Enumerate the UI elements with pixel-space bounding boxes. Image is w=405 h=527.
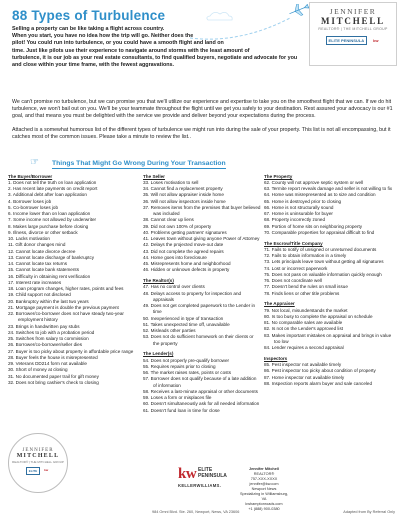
list-item: 37. Removes items from the premises that buyer believed was included (143, 204, 261, 216)
list-spacer (264, 236, 398, 239)
list-item: 60. Doesn't simultaneously ask for all needed information (143, 401, 260, 407)
list-item: 80. Is too busy to complete the appraisal on schedule (264, 313, 373, 319)
agent-contact-block (238, 467, 290, 512)
list-item: 76. Does not coordinate well (264, 278, 322, 283)
ep-line-1: ELITE (198, 467, 213, 473)
list-item: 33. Loses motivation to sell (143, 179, 199, 185)
list-item: 69. Portion of home sits on neighboring property (264, 223, 363, 229)
ep-line-2: PENINSULA (198, 472, 227, 479)
list-item: 53. Does not do sufficient homework on their clients or the property (143, 334, 254, 346)
airplane-icon (287, 4, 310, 19)
list-item: 44. Home goes into foreclosure (143, 254, 207, 260)
list-item: 45. Misrepresents home and neighborhood (143, 261, 231, 266)
list-category-header: The Realtor(s) (143, 278, 174, 283)
list-item: 27. Buyer is too picky about property in affordable price range (8, 348, 134, 354)
list-item: 7. Some income not allowed by underwriter (8, 217, 97, 223)
promise-paragraph: We can't promise no turbulence, but we can promise you that we'll utilize our experience and expertise to take you on the smoothest flight that we can. If we do hit turbulence, we won't bail out on you. We'll be your teammate throughout the flight until we get you safely to your destination. Rest assured your advocacy is our #1 goal, and that means you must be delighted with the service we provide and deliver beyond your expectations during the process. (12, 99, 393, 119)
contact-line: REALTOR® (253, 472, 275, 476)
pointing-hand-icon: ☞ (30, 157, 39, 168)
list-item: 65. Home is destroyed prior to closing (264, 198, 342, 204)
list-item: 51. Takes unexpected time off, unavailable (143, 321, 230, 327)
list-item: 19. Child support not disclosed (8, 292, 71, 298)
column-buyer (8, 172, 140, 386)
list-item: 6. Income lower than on loan application (8, 211, 91, 216)
list-category-header: The Lender(s) (143, 351, 174, 357)
list-item: 36. Will not allow inspectors inside home (143, 198, 226, 204)
list-item: 86. Pest inspector too picky about condition of property (264, 368, 376, 374)
list-item: 61. Doesn't fund loan in time for close (143, 407, 220, 413)
badge-first-name: JENNIFER (329, 7, 377, 16)
list-item: 5. Co-borrower loses job (8, 204, 59, 210)
contact-line: 757-XXX-XXXX (250, 477, 278, 481)
list-item: 13. Cannot locate discharge of bankruptcy (8, 254, 95, 260)
list-item: 79. Not local, misunderstands the market (264, 307, 348, 313)
list-item: 11. Gift donor changes mind (8, 242, 66, 248)
list-item: 72. Fails to obtain information in a timely (264, 253, 347, 258)
list-spacer (143, 347, 261, 350)
list-item: 59. Loses a form or misplaces file (143, 395, 212, 400)
list-item: 29. Veterans DD214 form not available (8, 361, 87, 366)
list-item: 38. Cannot clear up liens (143, 217, 194, 223)
list-item: 8. Makes large purchase before closing (8, 223, 89, 229)
list-category-header: The Buyer/Borrower (8, 173, 53, 179)
elite-peninsula-logo: ELITE PENINSULA (326, 36, 368, 45)
list-item: 63. Termite report reveals damage and seller is not willing to fix (264, 186, 393, 191)
list-item: 46. Hidden or unknown defects in property (143, 267, 230, 273)
contact-line: kwhamptonroads.com (245, 502, 283, 506)
list-item: 32. Does not bring cashier's check to closing (8, 379, 99, 385)
list-item: 22. Borrower/co-borrower does not have steady two-year employment history (8, 311, 124, 323)
footer-badge-logos (9, 467, 67, 475)
intro-line: time. Just like pilots use their experience to navigate around storms with the least amount of (12, 47, 250, 54)
intro-line: pilot! You could run into turbulence, or you could have a smooth flight and land on (12, 40, 224, 47)
attribution: Adapted from By Referral Only (343, 510, 395, 514)
list-item: 77. Doesn't bend the rules on small issue (264, 284, 348, 290)
list-item: 39. Did not own 100% of property (143, 223, 212, 229)
list-item: 52. Misleads other parties (143, 328, 196, 333)
list-spacer (264, 297, 398, 300)
list-item: 12. Cannot locate divorce decree (8, 248, 76, 254)
list-category-header: The Escrow/Title Company (264, 240, 323, 246)
list-item: 49. Does not get completed paperwork to the Lender in time (143, 303, 256, 315)
column-seller-realtor-lender (143, 172, 261, 414)
intro-paragraph (12, 26, 302, 69)
list-item: 35. Will not allow appraiser inside home (143, 192, 224, 198)
list-item: 54. Does not properly pre-qualify borrower (143, 357, 230, 363)
list-category-header: Inspectors (264, 355, 288, 361)
list-item: 10. Lacks motivation (8, 236, 50, 241)
contact-line: Specializing in Williamsburg, VA (239, 492, 289, 501)
list-item: 25. Switches from salary to commission (8, 336, 89, 341)
list-item: 1. Does not tell the truth on loan application (8, 179, 97, 185)
list-item: 14. Cannot locate tax returns (8, 261, 67, 266)
list-intro-paragraph: Attached is a somewhat humorous list of the different types of turbulence we might run into during the sale of your property. This list is not all encompassing, but it catches most of the common issues. Please take a minute to review the list.. (12, 127, 391, 140)
list-item: 58. Receives a last-minute appraisal or other documents (143, 388, 258, 394)
list-item: 70. Comparable properties for appraisal difficult to find (264, 229, 375, 235)
intro-line: and close within your time frame, with the fewest aggravations. (12, 62, 175, 69)
list-item: 56. The market raises rates, points or costs (143, 370, 231, 375)
list-item: 57. Borrower does not qualify because of a late addition of information (143, 376, 257, 388)
list-item: 26. Borrower/co-borrower/seller dies (8, 342, 83, 348)
list-item: 71. Fails to notify of unsigned or unreturned documents (264, 246, 377, 252)
kw-mini-logo: kw (44, 468, 49, 472)
list-item: 82. Is not on the Lender's approved list (264, 326, 344, 332)
intro-line: When you start, you have no idea how the trip will go. Neither does the (12, 33, 194, 40)
list-item: 85. Pest inspector not available timely (264, 362, 342, 367)
list-item: 41. Leaves town without giving anyone Power of Attorney (143, 236, 260, 241)
list-item: 81. No comparable sales are available (264, 320, 343, 325)
list-item: 17. Interest rate increases (8, 279, 62, 285)
list-item: 66. Home is not structurally sound (264, 204, 334, 210)
contact-line: +1 (888) 900-0380 (248, 507, 280, 511)
page-title: 88 Types of Turbulence (12, 8, 166, 23)
badge-logos (310, 36, 396, 45)
footer-badge-first-name: JENNIFER (22, 448, 54, 453)
footer-agent-badge (8, 433, 68, 493)
list-item: 3. Additional debt after loan application (8, 192, 87, 198)
list-item: 74. Lost or incorrect paperwork (264, 265, 328, 271)
list-item: 68. Property incorrectly zoned (264, 217, 326, 223)
list-item: 24. Switches to job with a probation period (8, 329, 95, 335)
list-item: 67. Home is uninsurable for buyer (264, 211, 333, 216)
list-item: 87. Home inspector not available timely (264, 374, 345, 380)
office-address: 984 Omni Blvd. Ste. 260, Newport, News, VA 23606 (152, 510, 240, 514)
list-item: 50. Inexperienced in type of transaction (143, 315, 224, 321)
column-property-escrow-appraiser (264, 172, 398, 387)
list-item: 43. Did not complete the agreed repairs (143, 248, 224, 254)
contact-line: jennifer@kw.com (249, 482, 279, 486)
list-item: 31. No documented paper trail for gift money (8, 373, 99, 379)
kw-wordmark: KELLERWILLIAMS. (178, 483, 222, 488)
list-item: 34. Cannot find a replacement property (143, 186, 223, 191)
contact-line: Jennifer Mitchell (249, 467, 279, 471)
list-spacer (264, 351, 398, 354)
keller-williams-logo: kw (373, 38, 379, 43)
list-item: 15. Cannot locate bank statements (8, 267, 79, 273)
section-title: Things That Might Go Wrong During Your Transaction (52, 160, 226, 167)
list-item: 9. Illness, divorce or other setback (8, 229, 78, 235)
badge-last-name: MITCHELL (321, 16, 385, 26)
list-item: 30. Short of money at closing (8, 367, 68, 373)
elite-peninsula-wordmark (198, 468, 227, 479)
list-item: 16. Difficulty in obtaining rent verification (8, 273, 91, 279)
list-item: 62. County will not approve septic system or well (264, 179, 364, 185)
list-item: 73. Lets principals leave town without getting all signatures (264, 259, 384, 265)
badge-subtitle: REALTOR® | THE MITCHELL GROUP (318, 27, 388, 31)
list-item: 78. Finds liens or other title problems (264, 290, 340, 296)
list-item: 75. Does not pass on valuable information quickly enough (264, 271, 382, 277)
list-item: 18. Loan program changes, higher rates, points and fees (8, 286, 124, 291)
list-item: 20. Bankruptcy within the last two years (8, 298, 89, 304)
list-item: 47. Has no control over clients (143, 284, 205, 290)
list-spacer (143, 274, 261, 277)
footer-badge-last-name: MITCHELL (16, 453, 60, 459)
elite-logo: ELITE (26, 467, 41, 475)
list-item: 4. Borrower loses job (8, 198, 52, 204)
cloud-icon (207, 12, 232, 20)
list-category-header: The Property (264, 173, 293, 179)
list-item: 2. Has recent late payments on credit report (8, 186, 98, 191)
contact-line: Newport News (251, 487, 277, 491)
list-item: 88. Inspection reports alarm buyer and sale canceled (264, 380, 373, 386)
list-item: 55. Requires repairs prior to closing (143, 363, 216, 369)
list-item: 84. Lender requires a second appraisal (264, 345, 344, 350)
intro-line: turbulence, it is our job as your real estate consultants, to find qualified buyers, negotiate and advocate for you (12, 54, 298, 61)
intro-line: Selling a property can be like taking a flight across country. (12, 26, 165, 32)
list-item: 40. Problems getting partners' signatures (143, 229, 227, 235)
footer-badge-subtitle: REALTOR® | THE MITCHELL GROUP (12, 460, 64, 464)
list-category-header: The Seller (143, 173, 165, 179)
list-item: 42. Delays the projected move-out date (143, 242, 224, 248)
list-item: 64. Home was misrepresented as to size and condition (264, 192, 376, 198)
list-item: 83. Makes important mistakes on appraisal and brings in value too low (264, 332, 392, 344)
list-category-header: The Appraiser (264, 301, 295, 307)
list-item: 23. Brings in handwritten pay stubs (8, 323, 80, 329)
list-item: 28. Buyer feels the house is misrepresented (8, 354, 98, 360)
list-item: 21. Mortgage payment is double the previous payment (8, 304, 119, 310)
kw-mark: kw (178, 466, 197, 482)
list-item: 48. Delays access to property for inspection and appraisals (143, 290, 242, 302)
